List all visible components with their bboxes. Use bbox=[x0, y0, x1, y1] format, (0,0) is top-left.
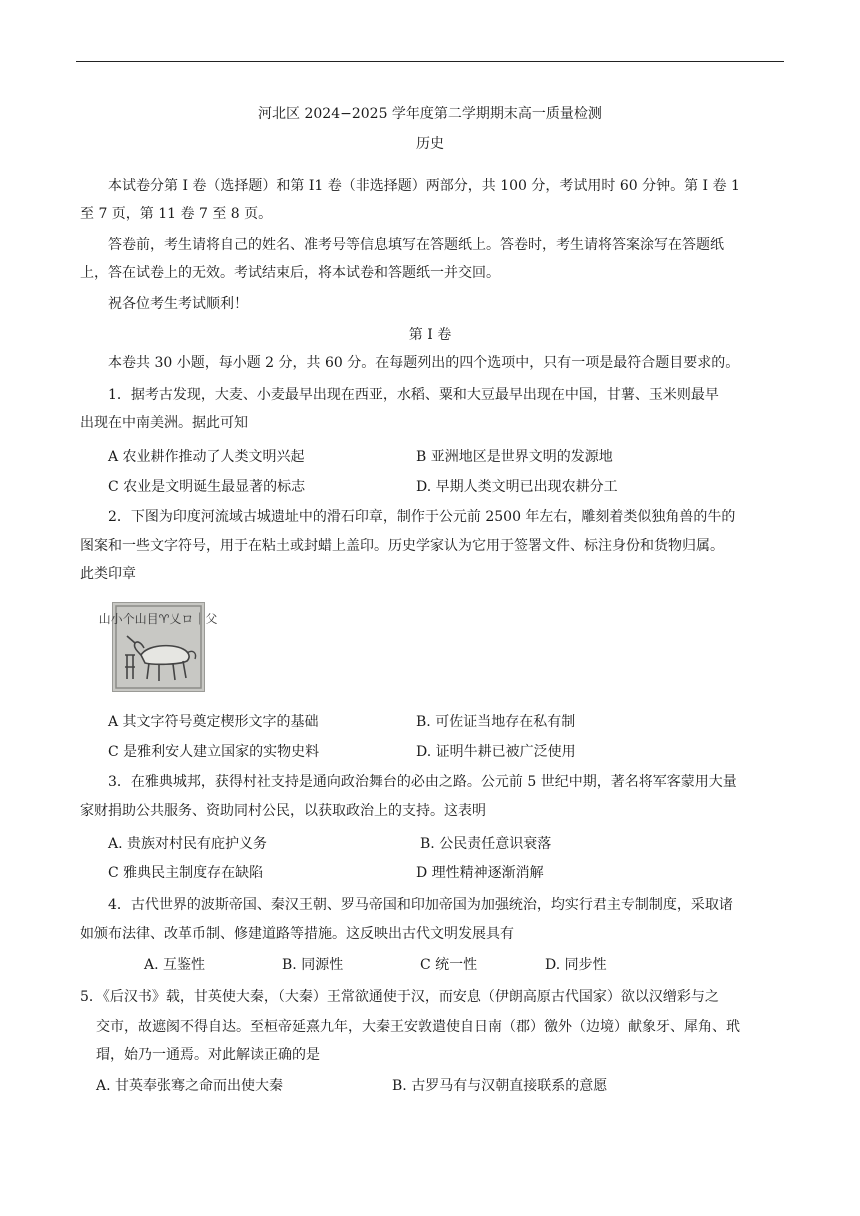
question-2-line-1: 2．下图为印度河流域古城遗址中的滑石印章，制作于公元前 2500 年左右，雕刻着类似独角兽的牛的 bbox=[108, 509, 736, 525]
section-instructions: 本卷共 30 小题，每小题 2 分，共 60 分。在每题列出的四个选项中，只有一项是最符合题目要求的。 bbox=[108, 355, 740, 371]
question-1-option-b[interactable]: B 亚洲地区是世界文明的发源地 bbox=[416, 449, 613, 465]
question-5-option-a[interactable]: A. 甘英奉张骞之命而出使大秦 bbox=[96, 1078, 284, 1094]
question-4-option-a[interactable]: A. 互鉴性 bbox=[144, 957, 206, 973]
question-4-option-b[interactable]: B. 同源性 bbox=[282, 957, 344, 973]
question-3-option-c[interactable]: C 雅典民主制度存在缺陷 bbox=[108, 865, 264, 881]
question-4-line-2: 如颁布法律、改革币制、修建道路等措施。这反映出古代文明发展具有 bbox=[80, 926, 514, 942]
intro-paragraph-3: 祝各位考生考试顺利！ bbox=[108, 296, 248, 312]
intro-paragraph-2-line-2: 上，答在试卷上的无效。考试结束后，将本试卷和答题纸一并交回。 bbox=[80, 265, 500, 281]
question-5-line-1: 5．《后汉书》载，甘英使大秦，（大秦）王常欲通使于汉，而安息（伊朗高原古代国家）欲以汉缯彩与之 bbox=[80, 989, 719, 1005]
question-3-option-a[interactable]: A. 贵族对村民有庇护义务 bbox=[108, 836, 268, 852]
question-2-option-b[interactable]: B. 可佐证当地存在私有制 bbox=[416, 714, 576, 730]
exam-subject: 历史 bbox=[416, 136, 444, 152]
question-5-option-b[interactable]: B. 古罗马有与汉朝直接联系的意愿 bbox=[392, 1078, 608, 1094]
question-2-line-2: 图案和一些文字符号，用于在粘土或封蜡上盖印。历史学家认为它用于签署文件、标注身份和货物归属。 bbox=[80, 538, 724, 554]
exam-title: 河北区 2024−2025 学年度第二学期期末高一质量检测 bbox=[258, 106, 602, 122]
indus-seal-image bbox=[98, 602, 218, 692]
question-2-option-d[interactable]: D. 证明牛耕已被广泛使用 bbox=[416, 744, 576, 760]
seal-script-text: 山小个山目♈乂ロ｜父 bbox=[98, 612, 218, 626]
header-rule bbox=[76, 61, 784, 62]
question-4-option-c[interactable]: C 统一性 bbox=[420, 957, 478, 973]
question-2-option-c[interactable]: C 是雅利安人建立国家的实物史料 bbox=[108, 744, 320, 760]
section-title: 第 I 卷 bbox=[408, 327, 452, 343]
question-3-line-2: 家财捐助公共服务、资助同村公民，以获取政治上的支持。这表明 bbox=[80, 803, 486, 819]
seal-drawing bbox=[98, 603, 218, 691]
question-5-line-2: 交市，故遮阂不得自达。至桓帝延熹九年，大秦王安敦遣使自日南（郡）徼外（边境）献象牙、犀角、玳 bbox=[96, 1019, 740, 1035]
question-3-option-b[interactable]: B. 公民责任意识衰落 bbox=[420, 836, 552, 852]
question-4-option-d[interactable]: D. 同步性 bbox=[545, 957, 607, 973]
question-1-option-d[interactable]: D. 早期人类文明已出现农耕分工 bbox=[416, 479, 618, 495]
question-1-option-c[interactable]: C 农业是文明诞生最显著的标志 bbox=[108, 479, 306, 495]
question-1-line-2: 出现在中南美洲。据此可知 bbox=[80, 415, 248, 431]
question-2-option-a[interactable]: A 其文字符号奠定楔形文字的基础 bbox=[108, 714, 319, 730]
question-5-line-3: 瑁，始乃一通焉。对此解读正确的是 bbox=[96, 1047, 320, 1063]
question-1-line-1: 1．据考古发现，大麦、小麦最早出现在西亚，水稻、粟和大豆最早出现在中国，甘薯、玉米则最早 bbox=[108, 387, 719, 403]
intro-paragraph-1-line-1: 本试卷分第 I 卷（选择题）和第 I1 卷（非选择题）两部分，共 100 分，考试用时 60 分钟。第 I 卷 1 bbox=[108, 178, 740, 194]
question-4-line-1: 4．古代世界的波斯帝国、秦汉王朝、罗马帝国和印加帝国为加强统治，均实行君主专制制度，采取诸 bbox=[108, 897, 733, 913]
question-1-option-a[interactable]: A 农业耕作推动了人类文明兴起 bbox=[108, 449, 305, 465]
question-3-line-1: 3．在雅典城邦，获得村社支持是通向政治舞台的必由之路。公元前 5 世纪中期，著名将军客蒙用大量 bbox=[108, 774, 737, 790]
intro-paragraph-2-line-1: 答卷前，考生请将自己的姓名、准考号等信息填写在答题纸上。答卷时，考生请将答案涂写在答题纸 bbox=[108, 237, 724, 253]
question-3-option-d[interactable]: D 理性精神逐渐消解 bbox=[416, 865, 544, 881]
question-2-line-3: 此类印章 bbox=[80, 566, 136, 582]
intro-paragraph-1-line-2: 至 7 页，第 11 卷 7 至 8 页。 bbox=[80, 206, 273, 222]
